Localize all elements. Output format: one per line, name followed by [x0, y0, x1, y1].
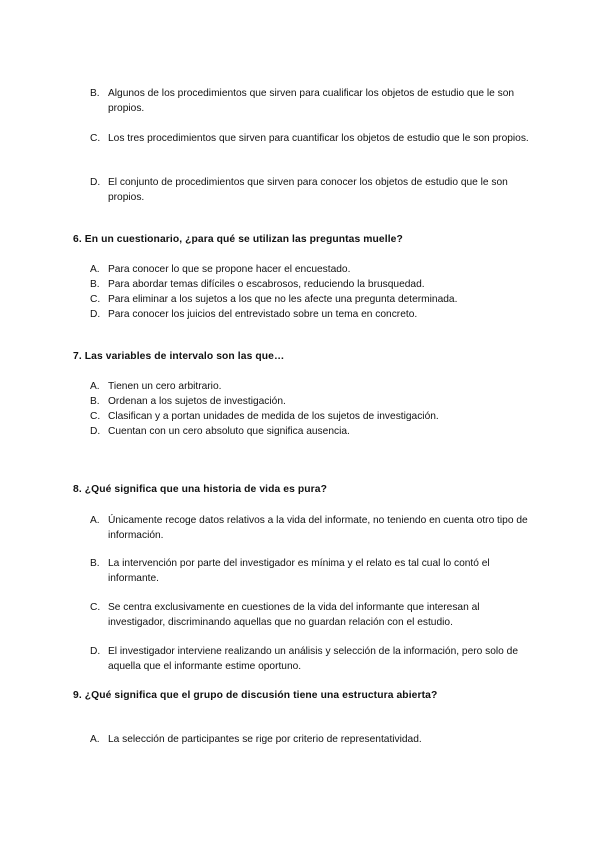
option-letter: A.: [90, 515, 100, 526]
q7-option-a: [90, 379, 530, 394]
option-letter: C.: [90, 133, 101, 144]
option-text: Para abordar temas difíciles o escabrosos, reduciendo la brusquedad.: [108, 279, 425, 290]
option-letter: C.: [90, 602, 101, 613]
q9-option-a: [90, 732, 530, 747]
q7-option-b: [90, 394, 530, 409]
option-letter: A.: [90, 264, 100, 275]
q7-option-d: [90, 424, 530, 439]
option-c: [90, 131, 530, 146]
question-9-title: 9. ¿Qué significa que el grupo de discusión tiene una estructura abierta?: [73, 690, 438, 701]
option-text: Para conocer lo que se propone hacer el encuestado.: [108, 264, 351, 275]
option-letter: C.: [90, 294, 101, 305]
option-letter: D.: [90, 177, 101, 188]
option-text: Los tres procedimientos que sirven para cuantificar los objetos de estudio que le son propios.: [108, 133, 529, 144]
option-letter: B.: [90, 88, 100, 99]
option-text: El conjunto de procedimientos que sirven para conocer los objetos de estudio que le son propios.: [108, 177, 508, 203]
option-letter: D.: [90, 426, 101, 437]
option-text: La intervención por parte del investigador es mínima y el relato es tal cual lo contó el informante.: [108, 558, 490, 584]
option-text: El investigador interviene realizando un análisis y selección de la información, pero solo de aquella que el informante estime oportuno.: [108, 646, 518, 672]
option-letter: D.: [90, 646, 101, 657]
option-d: [90, 175, 530, 205]
question-6-title: 6. En un cuestionario, ¿para qué se utilizan las preguntas muelle?: [73, 234, 403, 245]
option-letter: A.: [90, 734, 100, 745]
q6-option-b: [90, 277, 530, 292]
option-text: Tienen un cero arbitrario.: [108, 381, 222, 392]
option-letter: B.: [90, 558, 100, 569]
option-text: Algunos de los procedimientos que sirven para cualificar los objetos de estudio que le son propios.: [108, 88, 515, 114]
option-letter: B.: [90, 396, 100, 407]
q6-option-a: [90, 262, 530, 277]
q6-option-c: [90, 292, 530, 307]
q8-option-c: [90, 600, 530, 630]
option-text: La selección de participantes se rige por criterio de representatividad.: [108, 734, 422, 745]
q8-option-d: [90, 644, 530, 674]
option-b: [90, 86, 530, 116]
option-letter: C.: [90, 411, 101, 422]
option-text: Para conocer los juicios del entrevistado sobre un tema en concreto.: [108, 309, 418, 320]
option-text: Para eliminar a los sujetos a los que no les afecte una pregunta determinada.: [108, 294, 458, 305]
option-letter: D.: [90, 309, 101, 320]
option-text: Se centra exclusivamente en cuestiones de la vida del informante que interesan al investigador, discriminando aquellas que no guardan relación con el estudio.: [108, 602, 480, 628]
option-letter: A.: [90, 381, 100, 392]
q7-option-c: [90, 409, 530, 424]
question-7-title: 7. Las variables de intervalo son las que…: [73, 351, 285, 362]
option-text: Ordenan a los sujetos de investigación.: [108, 396, 286, 407]
q6-option-d: [90, 307, 530, 322]
option-text: Cuentan con un cero absoluto que significa ausencia.: [108, 426, 350, 437]
option-letter: B.: [90, 279, 100, 290]
question-8-title: 8. ¿Qué significa que una historia de vida es pura?: [73, 484, 327, 495]
option-text: Clasifican y a portan unidades de medida de los sujetos de investigación.: [108, 411, 439, 422]
q8-option-a: [90, 513, 530, 543]
option-text: Únicamente recoge datos relativos a la vida del informate, no teniendo en cuenta otro tipo de información.: [108, 515, 528, 541]
q8-option-b: [90, 556, 530, 586]
